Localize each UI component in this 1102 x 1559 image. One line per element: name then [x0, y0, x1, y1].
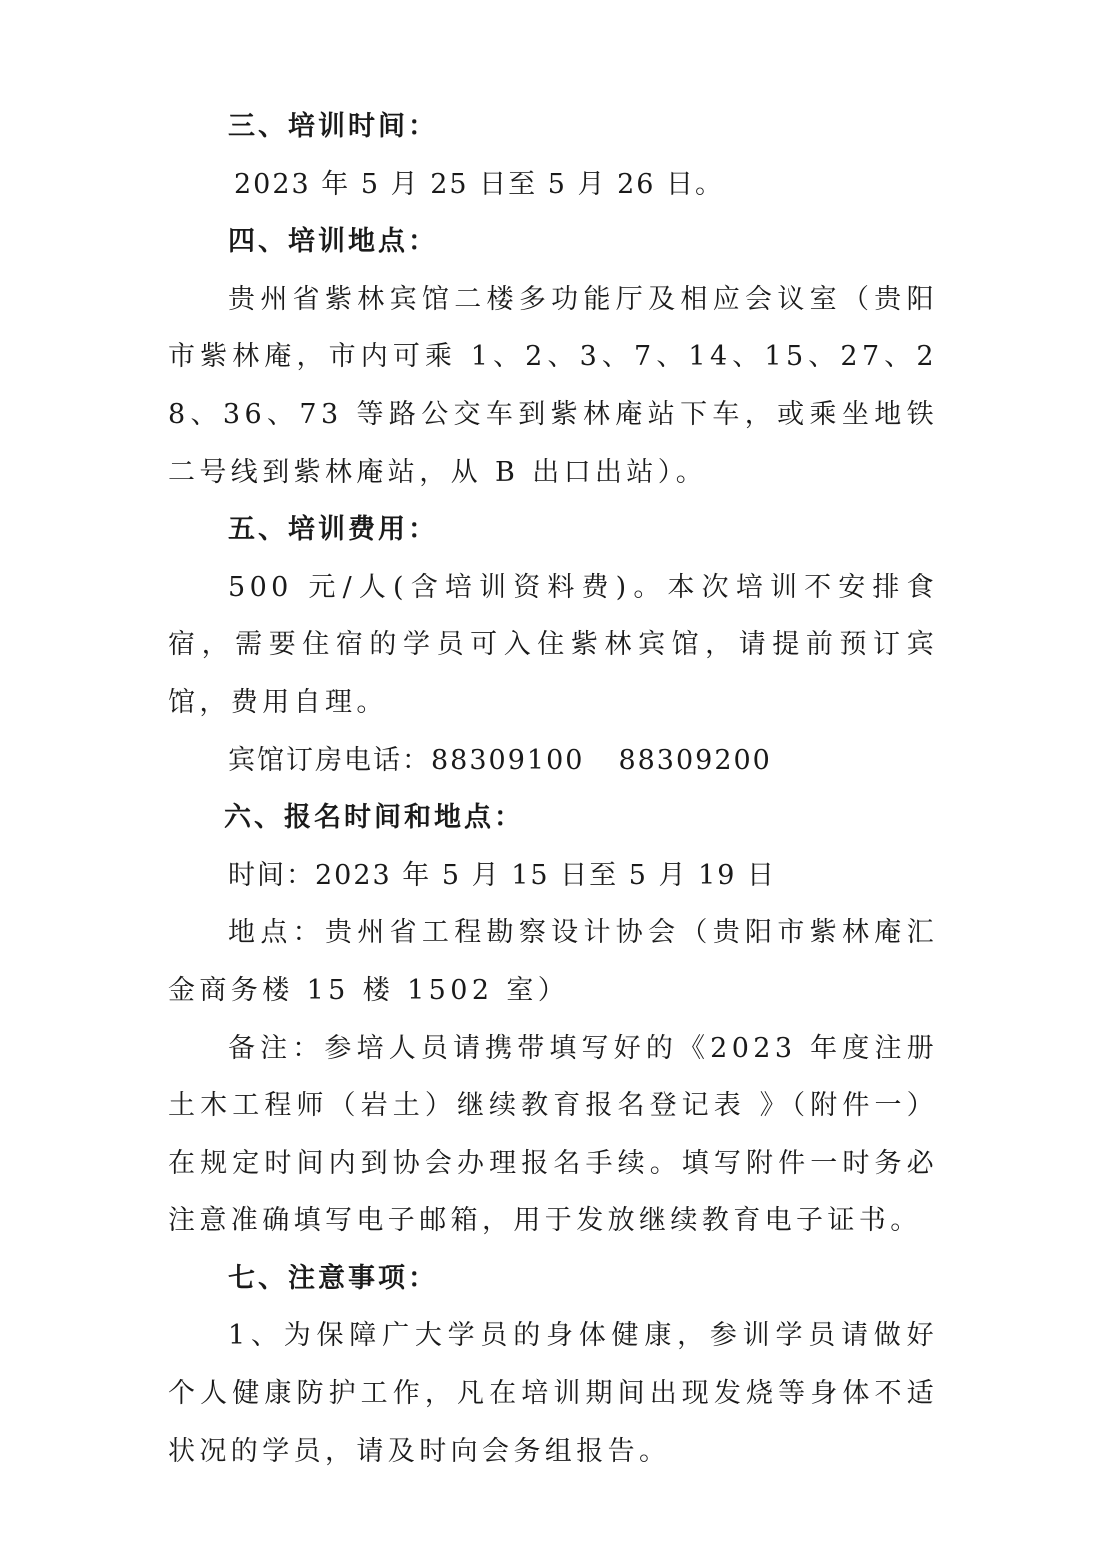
section-7-heading: 七、注意事项：	[228, 1262, 438, 1294]
section-4-heading: 四、培训地点：	[228, 226, 438, 258]
registration-place: 地点：贵州省工程勘察设计协会（贵阳市紫林庵汇金商务楼 15 楼 1502 室）	[168, 917, 938, 1006]
section-3-heading: 三、培训时间：	[228, 111, 438, 142]
section-3-body: 2023 年 5 月 25 日至 5 月 26 日。	[234, 168, 725, 200]
section-5-body: 500 元/人(含培训资料费)。本次培训不安排食宿，需要住宿的学员可入住紫林宾馆，请提前预订宾馆，费用自理。	[168, 571, 938, 718]
registration-note: 备注：参培人员请携带填写好的《2023 年度注册土木工程师（岩土）继续教育报名登记表 》（附件一）在规定时间内到协会办理报名手续。填写附件一时务必注意准确填写电子邮箱，用于发放继续教育电子证书。	[168, 1032, 938, 1237]
notice-item-1: 1、为保障广大学员的身体健康，参训学员请做好个人健康防护工作，凡在培训期间出现发烧等身体不适状况的学员，请及时向会务组报告。	[168, 1320, 938, 1467]
hotel-phone-line	[168, 732, 938, 790]
section-5-heading: 五、培训费用：	[228, 514, 438, 546]
hotel-phone-1: 88309100	[431, 744, 585, 776]
section-6-heading: 六、报名时间和地点：	[224, 802, 524, 834]
document-page	[168, 98, 938, 1480]
registration-time: 时间：2023 年 5 月 15 日至 5 月 19 日	[228, 859, 777, 891]
section-4-body: 贵州省紫林宾馆二楼多功能厅及相应会议室（贵阳市紫林庵，市内可乘 1、2、3、7、14、15、27、28、36、73 等路公交车到紫林庵站下车，或乘坐地铁二号线到紫林庵站，从 B 出口出站）。	[168, 283, 938, 488]
hotel-phone-label: 宾馆订房电话：	[228, 744, 431, 776]
hotel-phone-2: 88309200	[618, 744, 772, 776]
